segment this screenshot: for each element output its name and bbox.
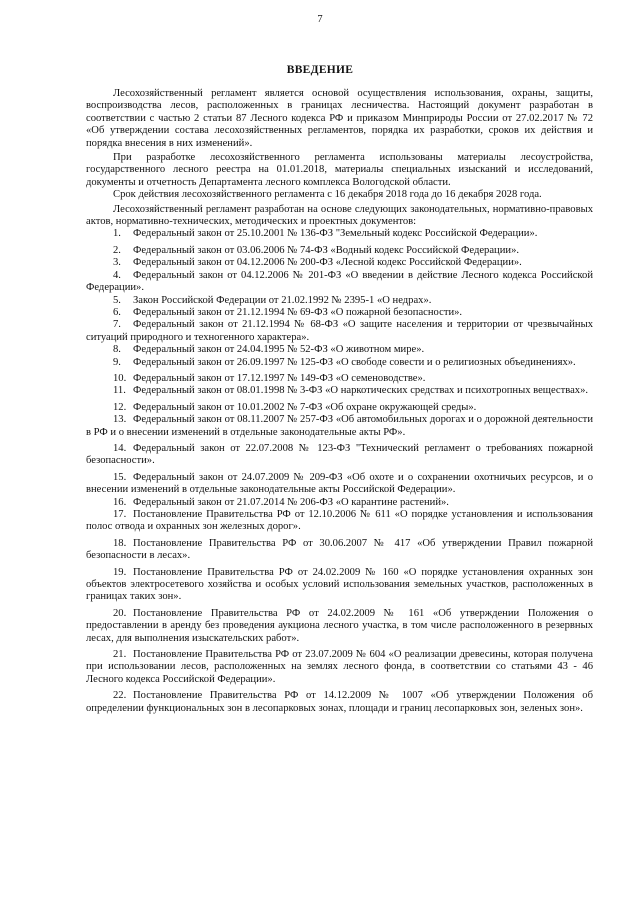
- list-item-number: 7.: [113, 319, 121, 331]
- list-item: [86, 443, 593, 468]
- list-item-number: 6.: [113, 306, 121, 318]
- page-number: 7: [317, 14, 323, 25]
- list-item-text: Постановление Правительства РФ от 24.02.2009 № 160 «О порядке установления охранных зон объектов электросетевого хозяйства и особых условий использования земельных участков, расположенных в границах таких зон».: [86, 566, 593, 603]
- list-item: [86, 357, 593, 369]
- list-item-text: Федеральный закон от 24.04.1995 № 52-ФЗ «О животном мире».: [133, 344, 425, 356]
- list-item-text: Федеральный закон от 03.06.2006 № 74-ФЗ «Водный кодекс Российской Федерации».: [133, 244, 520, 256]
- list-item-number: 14.: [113, 442, 127, 454]
- list-item-number: 17.: [113, 509, 127, 520]
- list-item: [86, 245, 593, 257]
- intro-paragraph: Лесохозяйственный регламент разработан на основе следующих законодательных, нормативно-правовых актов, нормативно-технических, методических и проектных документов:: [86, 203, 593, 228]
- section-heading: ВВЕДЕНИЕ: [286, 64, 354, 76]
- list-item: [86, 567, 593, 604]
- list-item: [86, 270, 593, 295]
- list-item: [86, 257, 593, 269]
- list-item: [86, 538, 593, 563]
- list-item-text: Постановление Правительства РФ от 23.07.2009 № 604 «О реализации древесины, которая получена при использовании лесов, расположенных на землях лесного фонда, в соответствии со статьями 43 - 46 Лесного кодекса Российской Федерации».: [86, 649, 593, 685]
- list-item-number: 16.: [113, 496, 127, 508]
- list-item-number: 4.: [113, 269, 121, 281]
- list-item-text: Федеральный закон от 25.10.2001 № 136-ФЗ "Земельный кодекс Российской Федерации».: [133, 228, 538, 240]
- list-item: [86, 649, 593, 686]
- intro-paragraph: При разработке лесохозяйственного регламента использованы материалы лесоустройства, государственного лесного реестра на 01.01.2018, материалы специальных изысканий и исследований, документы и отчетность Департамента лесного комплекса Вологодской области.: [86, 152, 593, 188]
- list-item-text: Закон Российской Федерации от 21.02.1992 № 2395-1 «О недрах».: [133, 294, 432, 306]
- list-item-number: 13.: [113, 414, 127, 426]
- list-item-number: 10.: [113, 372, 127, 384]
- list-item-number: 2.: [113, 244, 121, 256]
- list-item-text: Постановление Правительства РФ от 14.12.2009 № 1007 «Об утверждении Положения об определении функциональных зон в лесопарковых зонах, площади и границ лесопарковых зон, зеленых зон».: [86, 690, 593, 714]
- list-item: [86, 497, 593, 509]
- list-item-text: Федеральный закон от 21.12.1994 № 69-ФЗ «О пожарной безопасности».: [133, 306, 463, 318]
- list-item-number: 5.: [113, 294, 121, 306]
- list-item-number: 8.: [113, 344, 121, 356]
- list-item-number: 9.: [113, 356, 121, 368]
- list-item-number: 19.: [113, 566, 127, 578]
- list-item-text: Федеральный закон от 08.01.1998 № 3-ФЗ «О наркотических средствах и психотропных веществах».: [133, 385, 589, 397]
- list-item: [86, 295, 593, 307]
- list-item-text: Постановление Правительства РФ от 24.02.2009 № 161 «Об утверждении Положения о предоставлении в аренду без проведения аукциона лесного участка, в том числе расположенного в резервных лесах, для выполнения изыскательских работ».: [86, 607, 593, 644]
- list-item-text: Федеральный закон от 21.07.2014 № 206-ФЗ «О карантине растений».: [133, 496, 449, 508]
- intro-paragraph: Срок действия лесохозяйственного регламента с 16 декабря 2018 года до 16 декабря 2028 года.: [113, 189, 542, 201]
- list-item-text: Федеральный закон от 08.11.2007 № 257-ФЗ «Об автомобильных дорогах и о дорожной деятельности в РФ и о внесении изменений в отдельные законодательные акты РФ».: [86, 414, 593, 438]
- list-item-text: Федеральный закон от 04.12.2006 № 201-ФЗ «О введении в действие Лесного кодекса Российской Федерации».: [86, 269, 593, 294]
- list-item: [86, 373, 593, 385]
- document-body: [86, 88, 593, 715]
- list-item-text: Федеральный закон от 24.07.2009 № 209-ФЗ «Об охоте и о сохранении охотничьих ресурсов, и о внесении изменений в отдельные законодательные акты Российской Федерации».: [86, 471, 593, 496]
- list-item-number: 1.: [113, 228, 121, 240]
- list-item-number: 11.: [113, 385, 126, 397]
- list-item: [86, 472, 593, 497]
- list-item: [86, 307, 593, 319]
- list-item-text: Федеральный закон от 17.12.1997 № 149-ФЗ «О семеноводстве».: [133, 372, 426, 384]
- list-item-text: Федеральный закон от 21.12.1994 № 68-ФЗ «О защите населения и территории от чрезвычайных ситуаций природного и техногенного характера».: [86, 319, 593, 343]
- list-item: [86, 385, 593, 397]
- list-item: [86, 402, 593, 414]
- list-item-number: 3.: [113, 257, 121, 269]
- list-item-number: 15.: [113, 471, 127, 483]
- list-item: [86, 228, 593, 240]
- list-item: [86, 344, 593, 356]
- list-item-number: 21.: [113, 649, 127, 661]
- list-item-text: Постановление Правительства РФ от 30.06.2007 № 417 «Об утверждении Правил пожарной безопасности в лесах».: [86, 537, 593, 562]
- list-item-number: 12.: [113, 401, 127, 413]
- list-item-text: Федеральный закон от 26.09.1997 № 125-ФЗ «О свободе совести и о религиозных объединениях».: [133, 356, 576, 368]
- list-item-text: Федеральный закон от 10.01.2002 № 7-ФЗ «Об охране окружающей среды».: [133, 401, 477, 413]
- list-item: [86, 690, 593, 715]
- list-item: [86, 319, 593, 344]
- list-item-text: Постановление Правительства РФ от 12.10.2006 № 611 «О порядке установления и использования полос отвода и охранных зон железных дорог».: [86, 509, 593, 533]
- legal-acts-list: [86, 228, 593, 715]
- list-item-text: Федеральный закон от 04.12.2006 № 200-ФЗ «Лесной кодекс Российской Федерации».: [133, 257, 522, 269]
- list-item: [86, 608, 593, 645]
- list-item-number: 20.: [113, 607, 127, 619]
- list-item-text: Федеральный закон от 22.07.2008 № 123-ФЗ "Технический регламент о требованиях пожарной безопасности».: [86, 442, 593, 467]
- list-item: [86, 414, 593, 439]
- intro-paragraph: Лесохозяйственный регламент является основой осуществления использования, охраны, защиты, воспроизводства лесов, расположенных в границах лесничества. Настоящий документ разработан в соответствии с частью 2 статьи 87 Лесного кодекса РФ и приказом Минприроды России от 27.02.2017 № 72 «Об утверждении состава лесохозяйственных регламентов, порядка их разработки, сроков их действия и порядка внесения в них изменений».: [86, 88, 593, 149]
- list-item-number: 22.: [113, 690, 127, 702]
- list-item-number: 18.: [113, 537, 127, 549]
- list-item: [86, 509, 593, 534]
